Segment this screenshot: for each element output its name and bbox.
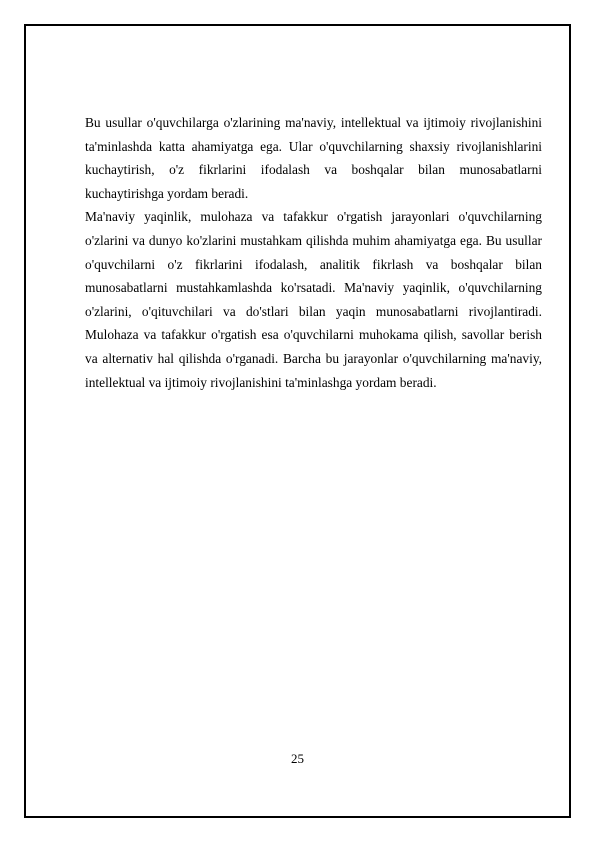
page-number: 25 <box>291 751 304 766</box>
document-body <box>85 111 542 394</box>
paragraph-2: Ma'naviy yaqinlik, mulohaza va tafakkur o'rgatish jarayonlari o'quvchilarning o'zlarini va dunyo ko'zlarini mustahkam qilishda muhim ahamiyatga ega. Bu usullar o'quvchilarni o'z fikrlarini ifodalash, analitik fikrlash va boshqalar bilan munosabatlarni mustahkamlashda ko'rsatadi. Ma'naviy yaqinlik, o'quvchilarning o'zlarini, o'qituvchilari va do'stlari bilan yaqin munosabatlarni rivojlantiradi. Mulohaza va tafakkur o'rgatish esa o'quvchilarni muhokama qilish, savollar berish va alternativ hal qilishda o'rganadi. Barcha bu jarayonlar o'quvchilarning ma'naviy, intellektual va ijtimoiy rivojlanishini ta'minlashga yordam beradi. <box>85 209 542 390</box>
paragraph-1: Bu usullar o'quvchilarga o'zlarining ma'naviy, intellektual va ijtimoiy rivojlanishini ta'minlashda katta ahamiyatga ega. Ular o'quvchilarning shaxsiy rivojlanishlarini kuchaytirish, o'z fikrlarini ifodalash va boshqalar bilan munosabatlarni kuchaytirishga yordam beradi. <box>85 115 542 201</box>
